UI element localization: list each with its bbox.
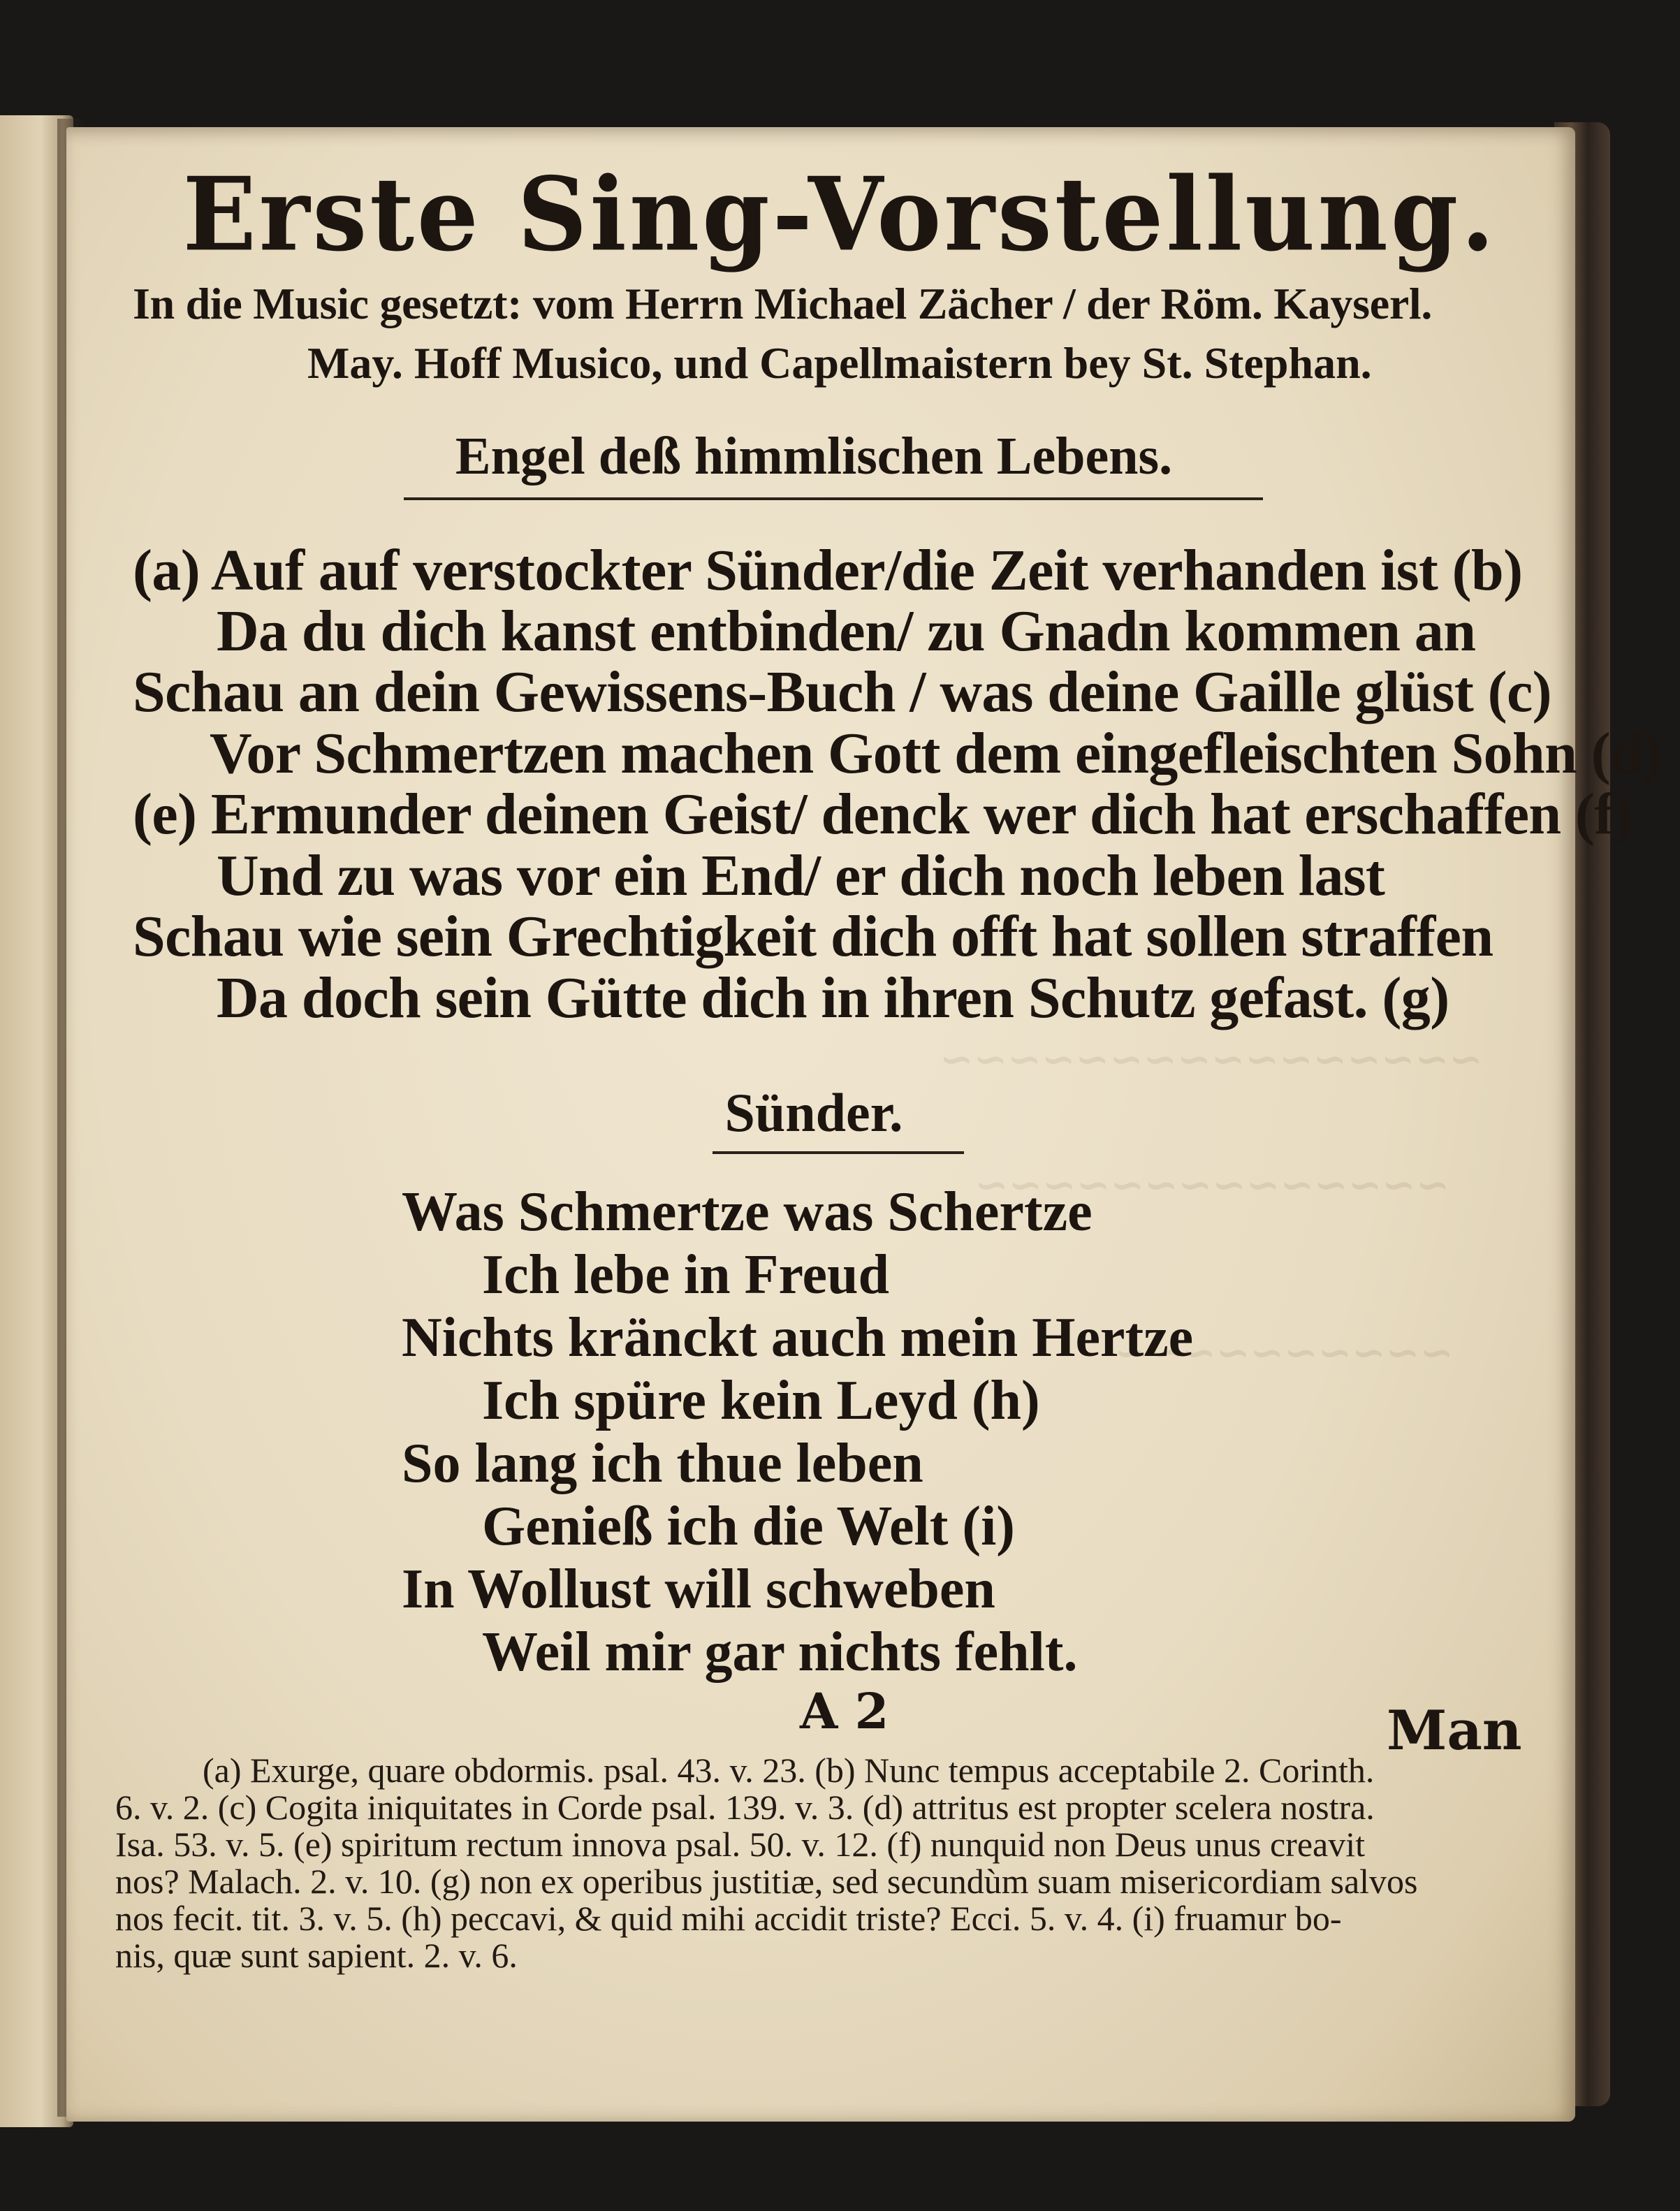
- verse-line: Schau wie sein Grechtigkeit dich offt hat sollen straffen: [133, 904, 1493, 969]
- page-title: Erste Sing-Vorstellung.: [182, 154, 1498, 275]
- signature-mark: A 2: [800, 1682, 889, 1740]
- heading-rule: [713, 1151, 964, 1154]
- catchword: Man: [1387, 1699, 1522, 1763]
- heading-rule: [404, 497, 1263, 500]
- footnote-line: 6. v. 2. (c) Cogita iniquitates in Corde psal. 139. v. 3. (d) attritus est propter scelera nostra.: [115, 1788, 1375, 1827]
- footnote-line: (a) Exurge, quare obdormis. psal. 43. v. 23. (b) Nunc tempus acceptabile 2. Corinth.: [203, 1751, 1375, 1790]
- verse-line: Da du dich kanst entbinden/ zu Gnadn kommen an: [217, 599, 1476, 664]
- verse-line: Weil mir gar nichts fehlt.: [482, 1621, 1078, 1683]
- footnote-line: nos? Malach. 2. v. 10. (g) non ex operibus justitiæ, sed secundùm suam misericordiam salvos: [115, 1862, 1418, 1901]
- verse-line: Schau an dein Gewissens-Buch / was deine Gaille glüst (c): [133, 659, 1552, 724]
- bleed-through-text: ~~~~~~~~~~~~~~: [974, 1161, 1450, 1209]
- footnote-line: Isa. 53. v. 5. (e) spiritum rectum innova psal. 50. v. 12. (f) nunquid non Deus unus creavit: [115, 1825, 1365, 1864]
- verse-line: Vor Schmertzen machen Gott dem eingefleischten Sohn (d): [210, 721, 1662, 786]
- verse-line: Ich spüre kein Leyd (h): [482, 1370, 1040, 1431]
- verse-line: Genieß ich die Welt (i): [482, 1496, 1015, 1557]
- verse-line: In Wollust will schweben: [402, 1559, 995, 1620]
- verse-line: Da doch sein Gütte dich in ihren Schutz gefast. (g): [217, 965, 1449, 1030]
- verse-line: Ich lebe in Freud: [482, 1244, 890, 1306]
- verse-line: (e) Ermunder deinen Geist/ denck wer dich hat erschaffen (f): [133, 782, 1633, 847]
- footnote-line: nis, quæ sunt sapient. 2. v. 6.: [115, 1936, 518, 1975]
- verse-line: Und zu was vor ein End/ er dich noch leben last: [217, 843, 1385, 908]
- speaker-heading-angel: Engel deß himmlischen Lebens.: [455, 427, 1173, 486]
- composer-credit-line-1: In die Music gesetzt: vom Herrn Michael Zächer / der Röm. Kayserl.: [133, 279, 1433, 328]
- speaker-heading-sinner: Sünder.: [724, 1082, 903, 1143]
- verse-line: (a) Auf auf verstockter Sünder/die Zeit verhanden ist (b): [133, 538, 1523, 603]
- footnote-line: nos fecit. tit. 3. v. 5. (h) peccavi, & quid mihi accidit triste? Ecci. 5. v. 4. (i) fruamur bo-: [115, 1899, 1342, 1938]
- bleed-through-text: ~~~~~~~~~~: [1114, 1329, 1454, 1376]
- verse-line: So lang ich thue leben: [402, 1433, 923, 1494]
- verse-line: Was Schmertze was Schertze: [402, 1181, 1093, 1243]
- composer-credit-line-2: May. Hoff Musico, und Capellmaistern bey St. Stephan.: [307, 338, 1372, 388]
- bleed-through-text: ~~~~~~~~~~~~~~~~: [940, 1035, 1483, 1083]
- verse-line: Nichts kränckt auch mein Hertze: [402, 1307, 1194, 1369]
